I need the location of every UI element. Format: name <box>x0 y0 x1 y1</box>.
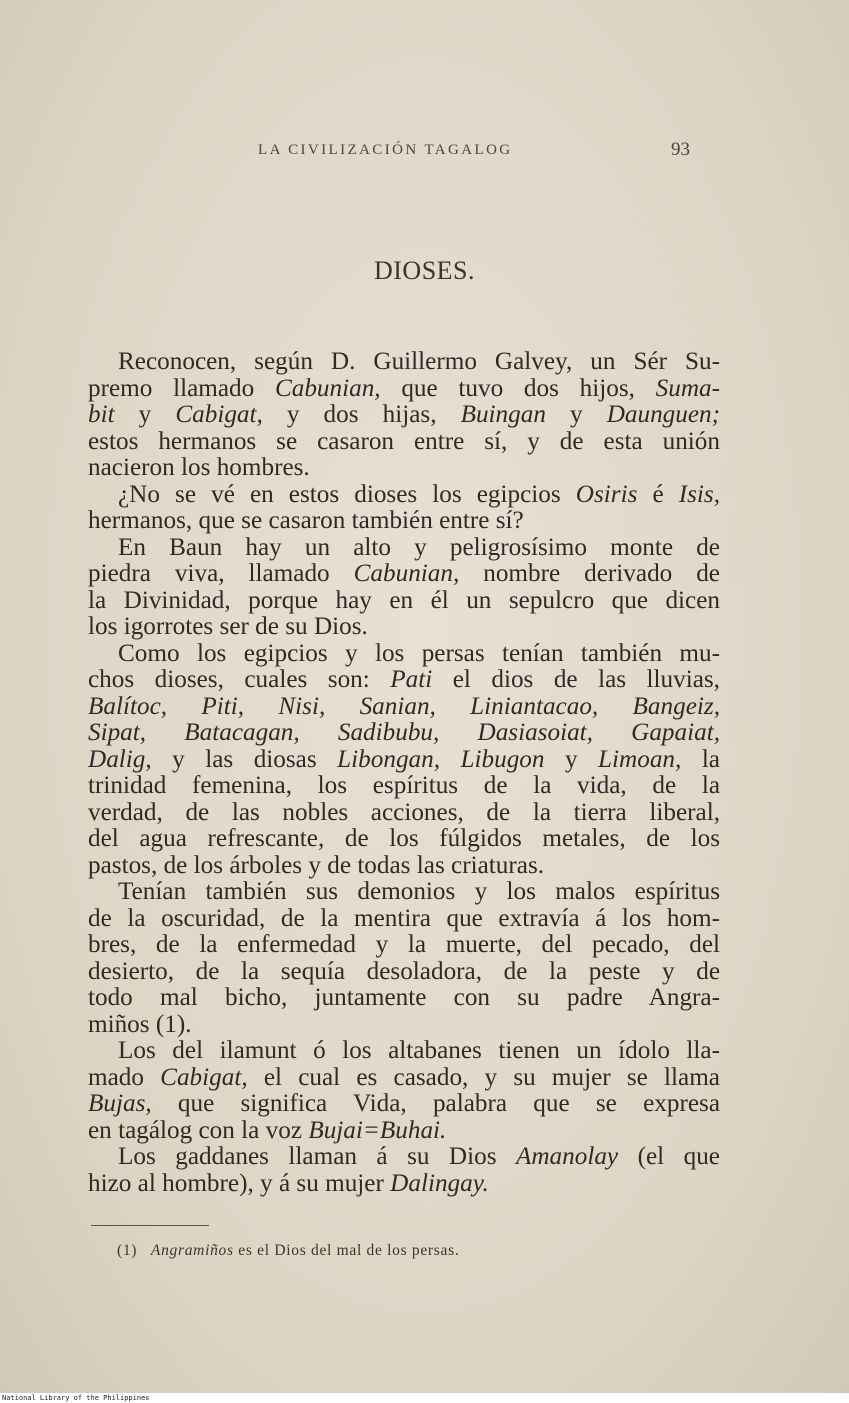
text-line <box>88 720 720 747</box>
italic-run: Dalig, <box>88 745 152 773</box>
text-line <box>88 1118 720 1145</box>
text-line <box>88 508 720 535</box>
italic-run: Suma- <box>655 374 721 402</box>
text-line <box>88 694 720 721</box>
text-line <box>88 376 720 403</box>
text-line <box>88 932 720 959</box>
text-line <box>88 747 720 774</box>
italic-run: Cabigat, <box>175 401 263 428</box>
text-line <box>88 959 720 986</box>
text-line <box>88 349 720 376</box>
text-run: y <box>114 401 176 428</box>
text-run: los igorrotes ser de su Dios. <box>88 613 368 640</box>
text-run: piedra viva, llamado <box>88 560 354 587</box>
text-line <box>88 455 720 482</box>
text-run: el cual es casado, y su mujer se llama <box>247 1063 720 1091</box>
text-line <box>88 1144 720 1171</box>
italic-run: Bujai=Buhai. <box>308 1116 447 1144</box>
italic-run: Balítoc, Piti, Nisi, Sanian, Liniantacao, Bangeiz, <box>88 692 720 720</box>
running-head: LA CIVILIZACIÓN TAGALOG <box>258 142 513 158</box>
text-run: (el que <box>618 1143 720 1170</box>
italic-run: Limoan, <box>598 745 682 773</box>
text-line <box>88 1171 720 1198</box>
text-run: y dos hijas, <box>262 401 461 428</box>
italic-run: bit <box>88 401 115 428</box>
italic-run: Isis, <box>678 480 721 508</box>
italic-run: Libongan, Libugon <box>337 745 545 773</box>
italic-run: Bujas, <box>88 1090 152 1117</box>
italic-run: Daunguen; <box>606 401 721 428</box>
text-run: del agua refrescante, de los fúlgidos metales, de los <box>88 825 720 852</box>
text-run: en tagálog con la voz <box>88 1116 309 1144</box>
text-line <box>88 1038 720 1065</box>
text-line <box>88 1012 720 1039</box>
footnote-term: Angramiños <box>150 1242 234 1259</box>
text-line <box>88 879 720 906</box>
italic-run: Dalingay. <box>390 1169 489 1197</box>
text-run: bres, de la enfermedad y la muerte, del pecado, del <box>88 931 720 958</box>
text-line <box>88 641 720 668</box>
text-line <box>88 1065 720 1092</box>
text-run: la <box>681 745 720 773</box>
text-run: ¿No se vé en estos dioses los egipcios <box>118 480 576 508</box>
italic-run: Osiris <box>575 480 638 508</box>
page-number: 93 <box>671 139 690 160</box>
italic-run: Buingan <box>460 401 546 428</box>
italic-run: Cabunian, <box>274 374 381 402</box>
text-run: nacieron los hombres. <box>88 454 310 481</box>
text-run: chos dioses, cuales son: <box>88 666 391 693</box>
text-run: nombre derivado de <box>459 560 720 587</box>
text-run: estos hermanos se casaron entre sí, y de esta unión <box>88 427 720 455</box>
text-run: y <box>544 745 599 773</box>
text-line <box>88 402 720 429</box>
body-text <box>88 349 720 1197</box>
italic-run: Sipat, Batacagan, Sadibubu, Dasiasoiat, Gapaiat, <box>88 719 720 746</box>
text-run: la Divinidad, porque hay en él un sepulcro que dicen <box>88 586 720 614</box>
text-run: mado <box>88 1063 161 1091</box>
footnote-text: es el Dios del mal de los persas. <box>238 1242 460 1259</box>
text-run: Reconocen, según D. Guillermo Galvey, un Sér Su- <box>118 348 720 375</box>
text-run: todo mal bicho, juntamente con su padre Angra- <box>88 984 720 1011</box>
library-credit: National Library of the Philippines <box>2 1394 150 1402</box>
text-line <box>88 800 720 827</box>
text-run: verdad, de las nobles acciones, de la tierra liberal, <box>88 798 720 826</box>
italic-run: Cabigat, <box>160 1063 248 1091</box>
italic-run: Amanolay <box>515 1143 619 1170</box>
text-line <box>88 985 720 1012</box>
text-line <box>88 588 720 615</box>
text-line <box>88 482 720 509</box>
text-run: pastos, de los árboles y de todas las criaturas. <box>88 851 545 879</box>
text-run: é <box>637 480 679 508</box>
text-run: premo llamado <box>88 374 275 402</box>
italic-run: Pati <box>390 666 433 693</box>
text-line <box>88 853 720 880</box>
text-run: hizo al hombre), y á su mujer <box>88 1169 391 1197</box>
footnote <box>117 1242 459 1260</box>
text-run: Como los egipcios y los persas tenían también mu- <box>118 639 720 667</box>
text-run: hermanos, que se casaron también entre sí? <box>88 507 524 534</box>
text-run: y <box>545 401 607 428</box>
text-line <box>88 773 720 800</box>
text-line <box>88 826 720 853</box>
text-run: que tuvo dos hijos, <box>380 374 656 402</box>
footnote-marker: (1) <box>117 1242 138 1259</box>
section-title: DIOSES. <box>373 256 475 285</box>
text-run: que significa Vida, palabra que se expresa <box>151 1090 720 1117</box>
italic-run: Cabunian, <box>353 560 460 587</box>
text-run: Los gaddanes llaman á su Dios <box>118 1143 516 1170</box>
footnote-rule <box>91 1225 209 1226</box>
text-line <box>88 535 720 562</box>
text-run: trinidad femenina, los espíritus de la vida, de la <box>88 772 720 799</box>
text-run: miños (1). <box>88 1010 192 1038</box>
text-line <box>88 1091 720 1118</box>
text-line <box>88 667 720 694</box>
text-line <box>88 561 720 588</box>
text-run: el dios de las lluvias, <box>432 666 720 693</box>
text-line <box>88 614 720 641</box>
text-run: Los del ilamunt ó los altabanes tienen un ídolo lla- <box>118 1037 720 1064</box>
text-run: y las diosas <box>151 745 338 773</box>
text-run: de la oscuridad, de la mentira que extravía á los hom- <box>88 904 720 932</box>
text-run: Tenían también sus demonios y los malos espíritus <box>118 878 720 905</box>
text-line <box>88 429 720 456</box>
text-run: En Baun hay un alto y peligrosísimo monte de <box>118 533 720 561</box>
text-run: desierto, de la sequía desoladora, de la peste y de <box>88 957 720 985</box>
text-line <box>88 906 720 933</box>
